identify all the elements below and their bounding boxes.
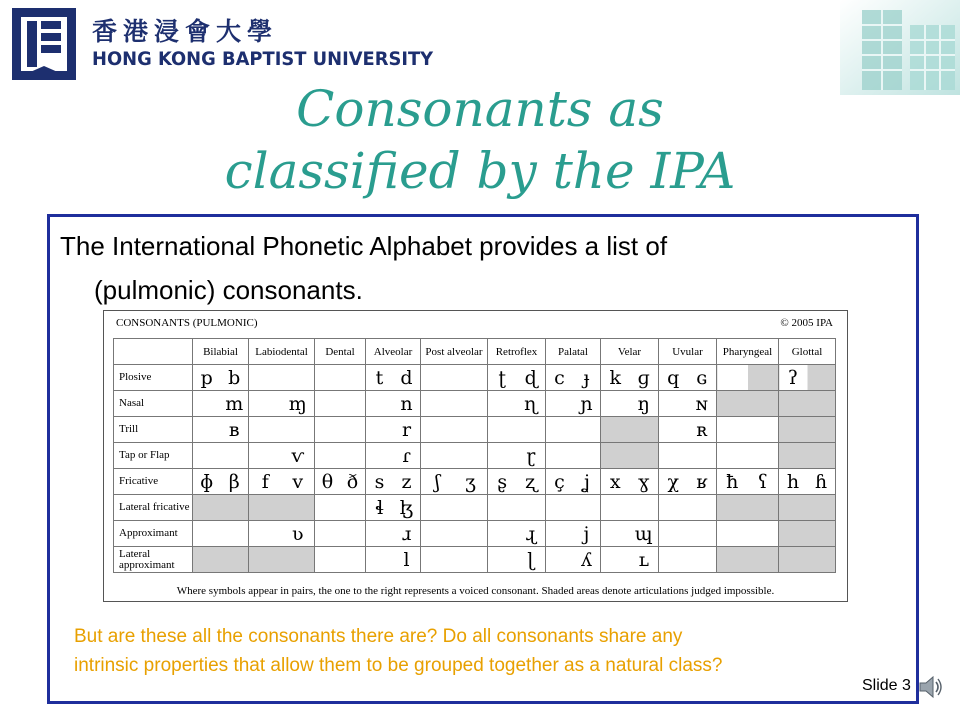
cell: c ɟ xyxy=(546,365,601,391)
col-header: Retroflex xyxy=(488,339,546,365)
cell: ɳ xyxy=(488,391,546,417)
cell xyxy=(315,365,366,391)
cell xyxy=(315,521,366,547)
row-header: Nasal xyxy=(114,391,193,417)
cell-impossible xyxy=(193,547,249,573)
row-header: Fricative xyxy=(114,469,193,495)
cell: ŋ xyxy=(601,391,659,417)
slide-number: Slide 3 xyxy=(862,677,911,694)
cell xyxy=(315,495,366,521)
intro-line-1: The International Phonetic Alphabet provides a list of xyxy=(60,231,668,261)
cell: ɰ xyxy=(601,521,659,547)
cell-impossible xyxy=(779,547,836,573)
cell: j xyxy=(546,521,601,547)
table-row xyxy=(114,547,836,573)
table-row xyxy=(114,443,836,469)
cell: n xyxy=(366,391,421,417)
university-logo xyxy=(10,6,78,82)
table-row xyxy=(114,365,836,391)
cell-impossible xyxy=(249,495,315,521)
cell xyxy=(421,417,488,443)
corner-cell xyxy=(114,339,193,365)
cell: χ ʁ xyxy=(659,469,717,495)
cell xyxy=(717,417,779,443)
cell xyxy=(488,495,546,521)
cell: r xyxy=(366,417,421,443)
cell xyxy=(249,417,315,443)
cell: θ ð xyxy=(315,469,366,495)
cell xyxy=(717,521,779,547)
cell: s z xyxy=(366,469,421,495)
cell: ʙ xyxy=(193,417,249,443)
speaker-icon[interactable] xyxy=(918,673,942,701)
university-name-english: HONG KONG BAPTIST UNIVERSITY xyxy=(92,48,434,70)
cell-impossible xyxy=(601,443,659,469)
cell-impossible xyxy=(779,391,836,417)
cell xyxy=(717,443,779,469)
cell: ɹ xyxy=(366,521,421,547)
cell xyxy=(421,365,488,391)
col-header: Alveolar xyxy=(366,339,421,365)
cell: h ɦ xyxy=(779,469,836,495)
col-header: Bilabial xyxy=(193,339,249,365)
cell-impossible xyxy=(717,391,779,417)
slide-title xyxy=(0,78,960,202)
cell xyxy=(315,443,366,469)
cell xyxy=(546,443,601,469)
col-header: Labiodental xyxy=(249,339,315,365)
cell xyxy=(315,391,366,417)
cell: ʈ ɖ xyxy=(488,365,546,391)
cell xyxy=(546,417,601,443)
col-header: Uvular xyxy=(659,339,717,365)
row-header: Tap or Flap xyxy=(114,443,193,469)
cell-impossible xyxy=(717,495,779,521)
table-row xyxy=(114,417,836,443)
row-header: Lateral fricative xyxy=(114,495,193,521)
cell: ʂ ʐ xyxy=(488,469,546,495)
cell: ʃ ʒ xyxy=(421,469,488,495)
cell: ʎ xyxy=(546,547,601,573)
cell: k ɡ xyxy=(601,365,659,391)
cell xyxy=(315,417,366,443)
table-row xyxy=(114,391,836,417)
cell-impossible xyxy=(779,443,836,469)
cell xyxy=(421,547,488,573)
table-row xyxy=(114,469,836,495)
table-row xyxy=(114,521,836,547)
intro-text xyxy=(60,224,860,312)
cell-impossible xyxy=(779,521,836,547)
chart-copyright: © 2005 IPA xyxy=(780,317,833,329)
cell: ç ʝ xyxy=(546,469,601,495)
cell: m xyxy=(193,391,249,417)
cell xyxy=(659,443,717,469)
cell: ɲ xyxy=(546,391,601,417)
ipa-table xyxy=(113,338,836,573)
cell: ħ ʕ xyxy=(717,469,779,495)
cell xyxy=(546,495,601,521)
cell xyxy=(421,391,488,417)
cell xyxy=(601,495,659,521)
col-header: Velar xyxy=(601,339,659,365)
question-line-1: But are these all the consonants there are? Do all consonants share any xyxy=(74,626,683,647)
cell xyxy=(421,521,488,547)
cell: ɬ ɮ xyxy=(366,495,421,521)
header-row xyxy=(114,339,836,365)
cell xyxy=(193,443,249,469)
question-text xyxy=(74,622,904,680)
col-header: Pharyngeal xyxy=(717,339,779,365)
cell-impossible xyxy=(779,495,836,521)
question-line-2: intrinsic properties that allow them to be grouped together as a natural class? xyxy=(74,655,723,676)
cell xyxy=(659,547,717,573)
cell: ɾ xyxy=(366,443,421,469)
cell: ⱱ xyxy=(249,443,315,469)
cell: l xyxy=(366,547,421,573)
cell xyxy=(717,365,779,391)
cell-impossible xyxy=(193,495,249,521)
cell: ʋ xyxy=(249,521,315,547)
cell: t d xyxy=(366,365,421,391)
cell-impossible xyxy=(717,547,779,573)
ipa-consonant-chart xyxy=(103,310,848,602)
cell: ɸ β xyxy=(193,469,249,495)
col-header: Glottal xyxy=(779,339,836,365)
cell xyxy=(421,495,488,521)
cell xyxy=(249,365,315,391)
cell xyxy=(488,417,546,443)
col-header: Dental xyxy=(315,339,366,365)
col-header: Palatal xyxy=(546,339,601,365)
cell xyxy=(421,443,488,469)
cell: ʔ xyxy=(779,365,836,391)
cell: ɻ xyxy=(488,521,546,547)
cell: q ɢ xyxy=(659,365,717,391)
title-line-2: classified by the IPA xyxy=(224,142,736,200)
cell xyxy=(315,547,366,573)
university-name-chinese: 香港浸會大學 xyxy=(92,17,279,46)
cell xyxy=(193,521,249,547)
cell: ʀ xyxy=(659,417,717,443)
row-header: Lateral approximant xyxy=(114,547,193,573)
row-header: Trill xyxy=(114,417,193,443)
cell-impossible xyxy=(779,417,836,443)
title-line-1: Consonants as xyxy=(296,80,664,138)
chart-heading: CONSONANTS (PULMONIC) xyxy=(116,317,258,329)
cell: f v xyxy=(249,469,315,495)
cell: ɴ xyxy=(659,391,717,417)
cell: ɱ xyxy=(249,391,315,417)
intro-line-2: (pulmonic) consonants. xyxy=(94,275,363,305)
cell xyxy=(659,495,717,521)
cell-impossible xyxy=(249,547,315,573)
chart-footnote: Where symbols appear in pairs, the one to the right represents a voiced consonant. Shaded areas denote articulations judged impossible. xyxy=(176,585,775,597)
cell: p b xyxy=(193,365,249,391)
cell xyxy=(659,521,717,547)
cell: x ɣ xyxy=(601,469,659,495)
cell: ʟ xyxy=(601,547,659,573)
row-header: Plosive xyxy=(114,365,193,391)
row-header: Approximant xyxy=(114,521,193,547)
col-header: Post alveolar xyxy=(421,339,488,365)
cell: ɽ xyxy=(488,443,546,469)
cell-impossible xyxy=(601,417,659,443)
cell: ɭ xyxy=(488,547,546,573)
table-row xyxy=(114,495,836,521)
